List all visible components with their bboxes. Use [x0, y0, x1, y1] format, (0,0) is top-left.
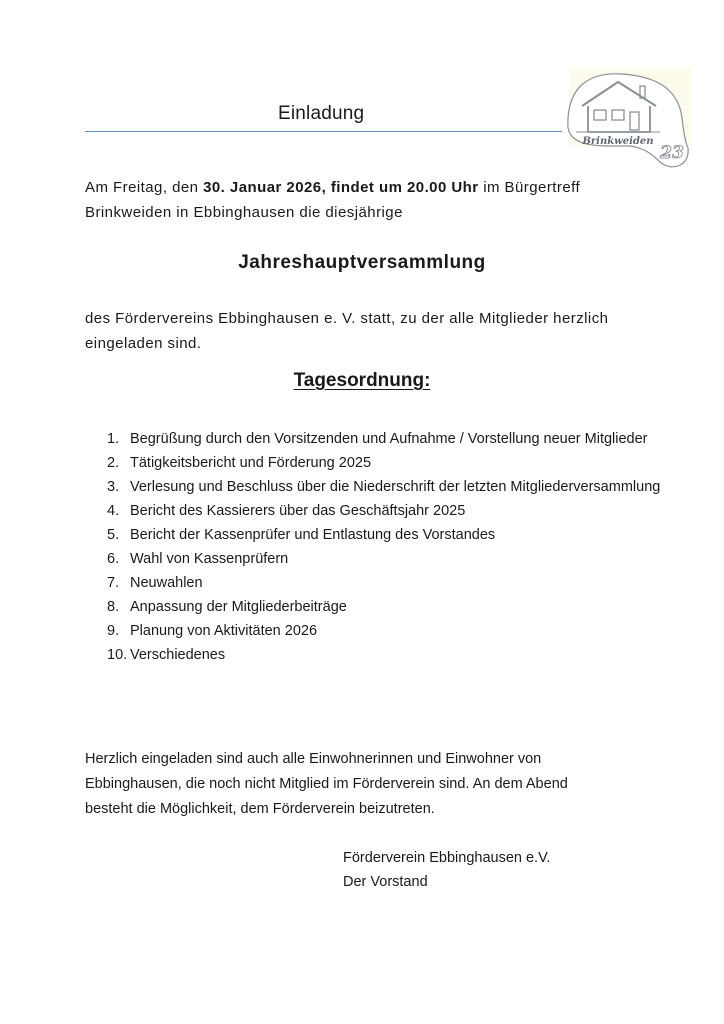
agenda-item [107, 475, 667, 499]
logo-label: Brinkweiden [582, 136, 654, 147]
agenda-item-number: 8. [107, 599, 120, 615]
agenda-item-number: 2. [107, 455, 120, 471]
agenda-item-text: Wahl von Kassenprüfern [130, 551, 289, 567]
agenda-item [107, 427, 667, 451]
logo-number: 23 [660, 143, 684, 163]
agenda-item-number: 1. [107, 431, 120, 447]
signature-block [343, 846, 550, 894]
agenda-item-number: 4. [107, 503, 120, 519]
meeting-heading: Jahreshauptversammlung [238, 252, 486, 273]
agenda-item-text: Verschiedenes [130, 647, 226, 663]
agenda-item-text: Anpassung der Mitgliederbeiträge [130, 599, 347, 615]
agenda-item-text: Planung von Aktivitäten 2026 [130, 623, 318, 639]
document-title: Einladung [278, 103, 365, 124]
closing-paragraph: Herzlich eingeladen sind auch alle Einwohnerinnen und Einwohner von Ebbinghausen, die noch nicht Mitglied im Förderverein sind. An dem Abend besteht die Möglichkeit, dem Förderverein beizutreten. [85, 751, 568, 817]
agenda-heading: Tagesordnung: [293, 370, 431, 391]
agenda-item-number: 7. [107, 575, 120, 591]
intro-paragraph [85, 175, 645, 225]
agenda-item-number: 3. [107, 479, 120, 495]
agenda-item-number: 6. [107, 551, 120, 567]
agenda-item-number: 9. [107, 623, 120, 639]
agenda-item [107, 523, 667, 547]
signature-organization: Förderverein Ebbinghausen e.V. [343, 850, 551, 866]
agenda-item [107, 595, 667, 619]
agenda-item-number: 10. [107, 647, 128, 663]
invitation-paragraph: des Fördervereins Ebbinghausen e. V. statt, zu der alle Mitglieder herzlich eingeladen sind. [85, 310, 609, 352]
title-underline [85, 131, 562, 132]
house-logo-icon [560, 66, 694, 174]
agenda-item [107, 499, 667, 523]
agenda-item-number: 5. [107, 527, 120, 543]
agenda-item-text: Tätigkeitsbericht und Förderung 2025 [130, 455, 372, 471]
intro-text-end: im Bürgertreff Brinkweiden in Ebbinghausen die diesjährige [85, 179, 581, 221]
intro-date-time: 30. Januar 2026, findet um 20.00 Uhr [203, 179, 479, 196]
agenda-item [107, 619, 667, 643]
intro-text-start: Am Freitag, den [85, 179, 204, 196]
agenda-item-text: Neuwahlen [130, 575, 203, 591]
agenda-item-text: Bericht des Kassierers über das Geschäftsjahr 2025 [130, 503, 466, 519]
brinkweiden-logo [560, 66, 694, 174]
agenda-item-text: Bericht der Kassenprüfer und Entlastung des Vorstandes [130, 527, 496, 543]
agenda-list [107, 427, 667, 667]
signature-role: Der Vorstand [343, 874, 428, 890]
agenda-item [107, 451, 667, 475]
agenda-item-text: Begrüßung durch den Vorsitzenden und Aufnahme / Vorstellung neuer Mitglieder [130, 431, 648, 447]
agenda-item [107, 571, 667, 595]
agenda-item-text: Verlesung und Beschluss über die Niederschrift der letzten Mitgliederversammlung [130, 479, 661, 495]
agenda-item [107, 643, 667, 667]
agenda-item [107, 547, 667, 571]
